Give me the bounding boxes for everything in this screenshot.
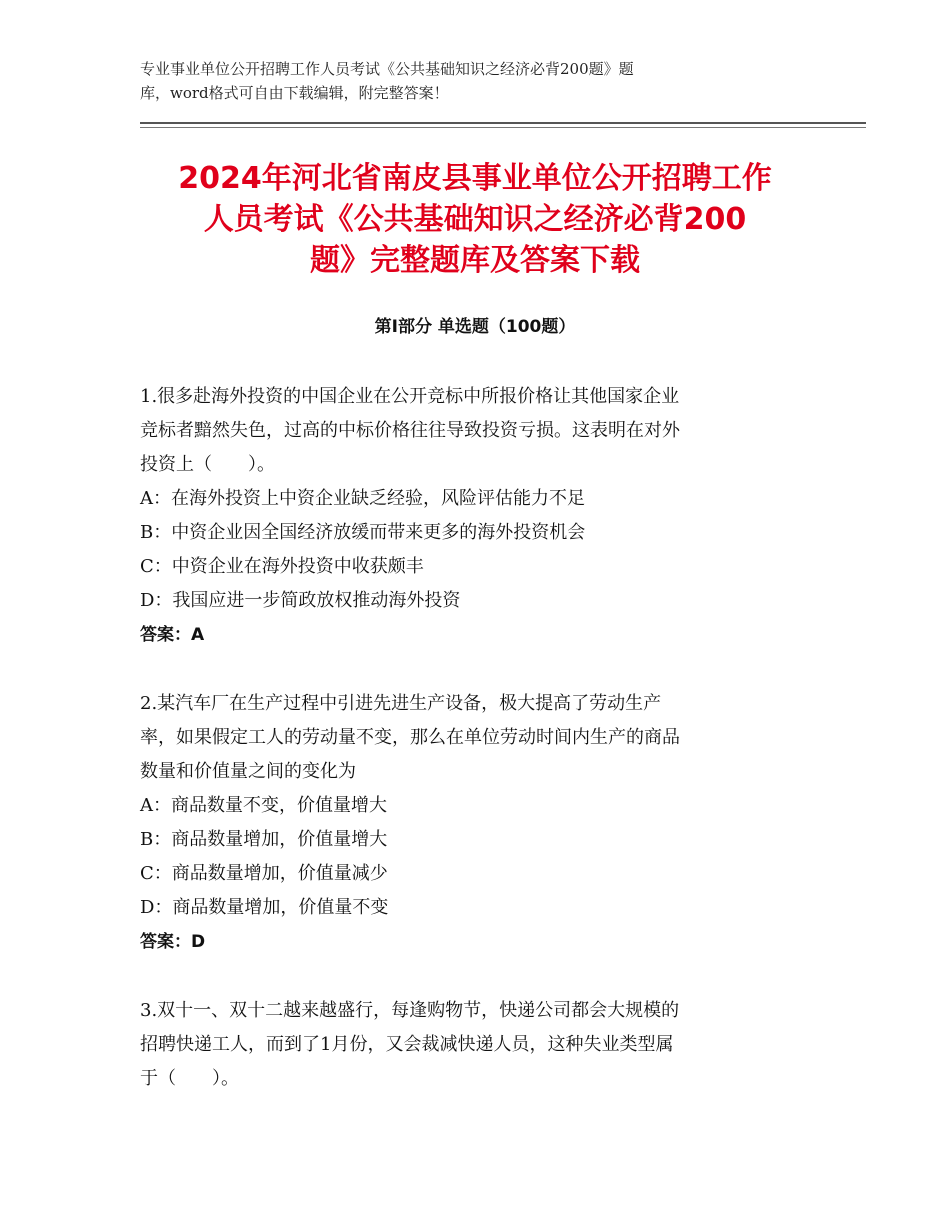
document-title	[120, 158, 830, 281]
option-a: A：商品数量不变，价值量增大	[140, 795, 387, 816]
question-text-line: 竞标者黯然失色，过高的中标价格往往导致投资亏损。这表明在对外	[140, 420, 680, 441]
question-2	[140, 687, 805, 959]
question-text-line: 率，如果假定工人的劳动量不变，那么在单位劳动时间内生产的商品	[140, 727, 680, 748]
header-rule-thin	[140, 127, 866, 128]
question-3	[140, 994, 805, 1096]
title-line: 题》完整题库及答案下载	[310, 243, 640, 278]
option-d: D：我国应进一步简政放权推动海外投资	[140, 590, 461, 611]
option-b: B：商品数量增加，价值量增大	[140, 829, 388, 850]
question-text-line: 1.很多赴海外投资的中国企业在公开竞标中所报价格让其他国家企业	[140, 386, 680, 407]
header-note-line: 库，word格式可自由下载编辑，附完整答案！	[140, 84, 449, 102]
question-text-line: 于（ ）。	[140, 1068, 239, 1089]
question-text-line: 3.双十一、双十二越来越盛行，每逢购物节，快递公司都会大规模的	[140, 1000, 680, 1021]
answer-label: 答案：D	[140, 932, 206, 952]
option-c: C：商品数量增加，价值量减少	[140, 863, 388, 884]
option-a: A：在海外投资上中资企业缺乏经验，风险评估能力不足	[140, 488, 585, 509]
question-text-line: 招聘快递工人，而到了1月份，又会裁减快递人员，这种失业类型属	[140, 1034, 674, 1055]
title-line: 人员考试《公共基础知识之经济必背200	[203, 202, 747, 237]
title-line: 2024年河北省南皮县事业单位公开招聘工作	[178, 161, 772, 196]
section-heading: 第Ⅰ部分 单选题（100题）	[374, 317, 576, 337]
header-note	[140, 57, 780, 105]
header-rule-thick	[140, 122, 866, 124]
question-text-line: 投资上（ ）。	[140, 454, 275, 475]
question-text-line: 2.某汽车厂在生产过程中引进先进生产设备，极大提高了劳动生产	[140, 693, 662, 714]
header-note-line: 专业事业单位公开招聘工作人员考试《公共基础知识之经济必背200题》题	[140, 60, 634, 78]
option-b: B：中资企业因全国经济放缓而带来更多的海外投资机会	[140, 522, 586, 543]
question-1	[140, 380, 805, 652]
answer-label: 答案：A	[140, 625, 205, 645]
option-c: C：中资企业在海外投资中收获颇丰	[140, 556, 424, 577]
option-d: D：商品数量增加，价值量不变	[140, 897, 389, 918]
question-text-line: 数量和价值量之间的变化为	[140, 761, 356, 782]
